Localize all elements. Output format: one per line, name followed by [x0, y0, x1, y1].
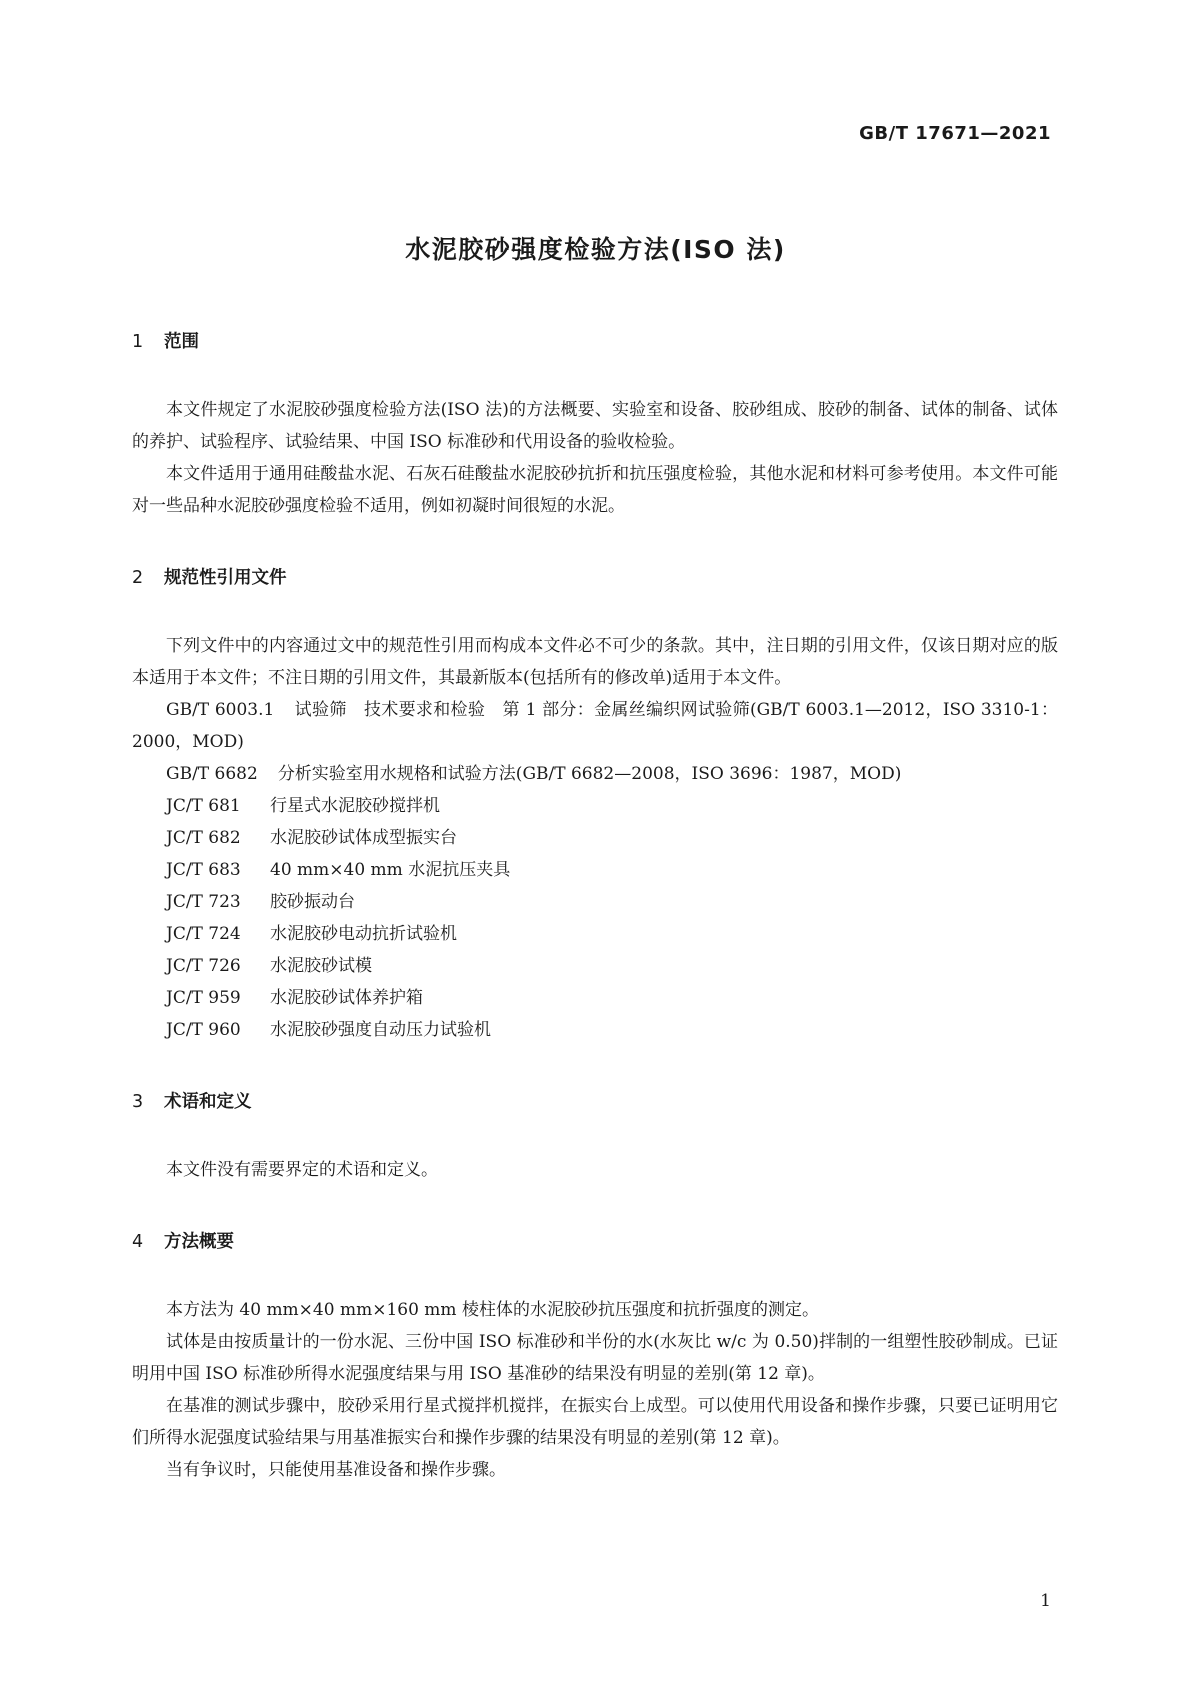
section-title: 方法概要	[164, 1232, 234, 1252]
reference-title: 分析实验室用水规格和试验方法(GB/T 6682—2008，ISO 3696：1987，MOD)	[277, 764, 902, 784]
reference-title: 40 mm×40 mm 水泥抗压夹具	[270, 860, 511, 880]
paragraph: 试体是由按质量计的一份水泥、三份中国 ISO 标准砂和半份的水(水灰比 w/c 为 0.50)拌制的一组塑性胶砂制成。已证明用中国 ISO 标准砂所得水泥强度结果与用 ISO 基准砂的结果没有明显的差别(第 12 章)。	[132, 1332, 1058, 1384]
reference-item	[132, 1014, 1058, 1046]
reference-code: JC/T 723	[166, 892, 241, 912]
reference-item	[132, 694, 1058, 758]
reference-code: GB/T 6003.1	[166, 700, 275, 720]
section-heading-3	[132, 1090, 1058, 1114]
page-number: 1	[1040, 1591, 1051, 1611]
reference-item	[132, 758, 1058, 790]
reference-code: JC/T 959	[166, 988, 241, 1008]
reference-code: JC/T 960	[166, 1020, 241, 1040]
section-title: 范围	[164, 332, 199, 352]
reference-title: 水泥胶砂试模	[270, 956, 372, 976]
document-body	[132, 330, 1058, 1486]
reference-title: 胶砂振动台	[270, 892, 355, 912]
reference-item	[132, 982, 1058, 1014]
section-title: 规范性引用文件	[164, 568, 287, 588]
paragraph: 本文件没有需要界定的术语和定义。	[166, 1160, 438, 1180]
section-title: 术语和定义	[164, 1092, 252, 1112]
reference-item	[132, 790, 1058, 822]
section-number: 3	[132, 1092, 144, 1112]
reference-code: JC/T 682	[166, 828, 241, 848]
paragraph: 当有争议时，只能使用基准设备和操作步骤。	[166, 1460, 506, 1480]
section-number: 1	[132, 332, 144, 352]
section-number: 4	[132, 1232, 144, 1252]
section-number: 2	[132, 568, 144, 588]
reference-code: JC/T 726	[166, 956, 241, 976]
reference-title: 试验筛 技术要求和检验 第 1 部分：金属丝编织网试验筛(GB/T 6003.1—2012，ISO 3310-1：2000，MOD)	[132, 700, 1059, 752]
reference-code: GB/T 6682	[166, 764, 258, 784]
reference-title: 水泥胶砂试体成型振实台	[270, 828, 457, 848]
paragraph: 下列文件中的内容通过文中的规范性引用而构成本文件必不可少的条款。其中，注日期的引用文件，仅该日期对应的版本适用于本文件；不注日期的引用文件，其最新版本(包括所有的修改单)适用于本文件。	[132, 636, 1058, 688]
reference-title: 水泥胶砂电动抗折试验机	[270, 924, 457, 944]
paragraph: 本文件适用于通用硅酸盐水泥、石灰石硅酸盐水泥胶砂抗折和抗压强度检验，其他水泥和材料可参考使用。本文件可能对一些品种水泥胶砂强度检验不适用，例如初凝时间很短的水泥。	[132, 464, 1058, 516]
paragraph: 本文件规定了水泥胶砂强度检验方法(ISO 法)的方法概要、实验室和设备、胶砂组成、胶砂的制备、试体的制备、试体的养护、试验程序、试验结果、中国 ISO 标准砂和代用设备的验收检验。	[132, 400, 1058, 452]
reference-title: 水泥胶砂强度自动压力试验机	[270, 1020, 491, 1040]
paragraph: 本方法为 40 mm×40 mm×160 mm 棱柱体的水泥胶砂抗压强度和抗折强度的测定。	[166, 1300, 819, 1320]
section-heading-4	[132, 1230, 1058, 1254]
section-heading-2	[132, 566, 1058, 590]
reference-code: JC/T 724	[166, 924, 241, 944]
reference-code: JC/T 681	[166, 796, 241, 816]
reference-item	[132, 918, 1058, 950]
section-heading-1	[132, 330, 1058, 354]
reference-item	[132, 854, 1058, 886]
reference-title: 行星式水泥胶砂搅拌机	[270, 796, 440, 816]
reference-item	[132, 822, 1058, 854]
reference-item	[132, 950, 1058, 982]
reference-item	[132, 886, 1058, 918]
reference-code: JC/T 683	[166, 860, 241, 880]
standard-code: GB/T 17671—2021	[859, 123, 1051, 144]
paragraph: 在基准的测试步骤中，胶砂采用行星式搅拌机搅拌，在振实台上成型。可以使用代用设备和操作步骤，只要已证明用它们所得水泥强度试验结果与用基准振实台和操作步骤的结果没有明显的差别(第 12 章)。	[132, 1396, 1058, 1448]
document-title: 水泥胶砂强度检验方法(ISO 法)	[405, 235, 786, 264]
reference-title: 水泥胶砂试体养护箱	[270, 988, 423, 1008]
